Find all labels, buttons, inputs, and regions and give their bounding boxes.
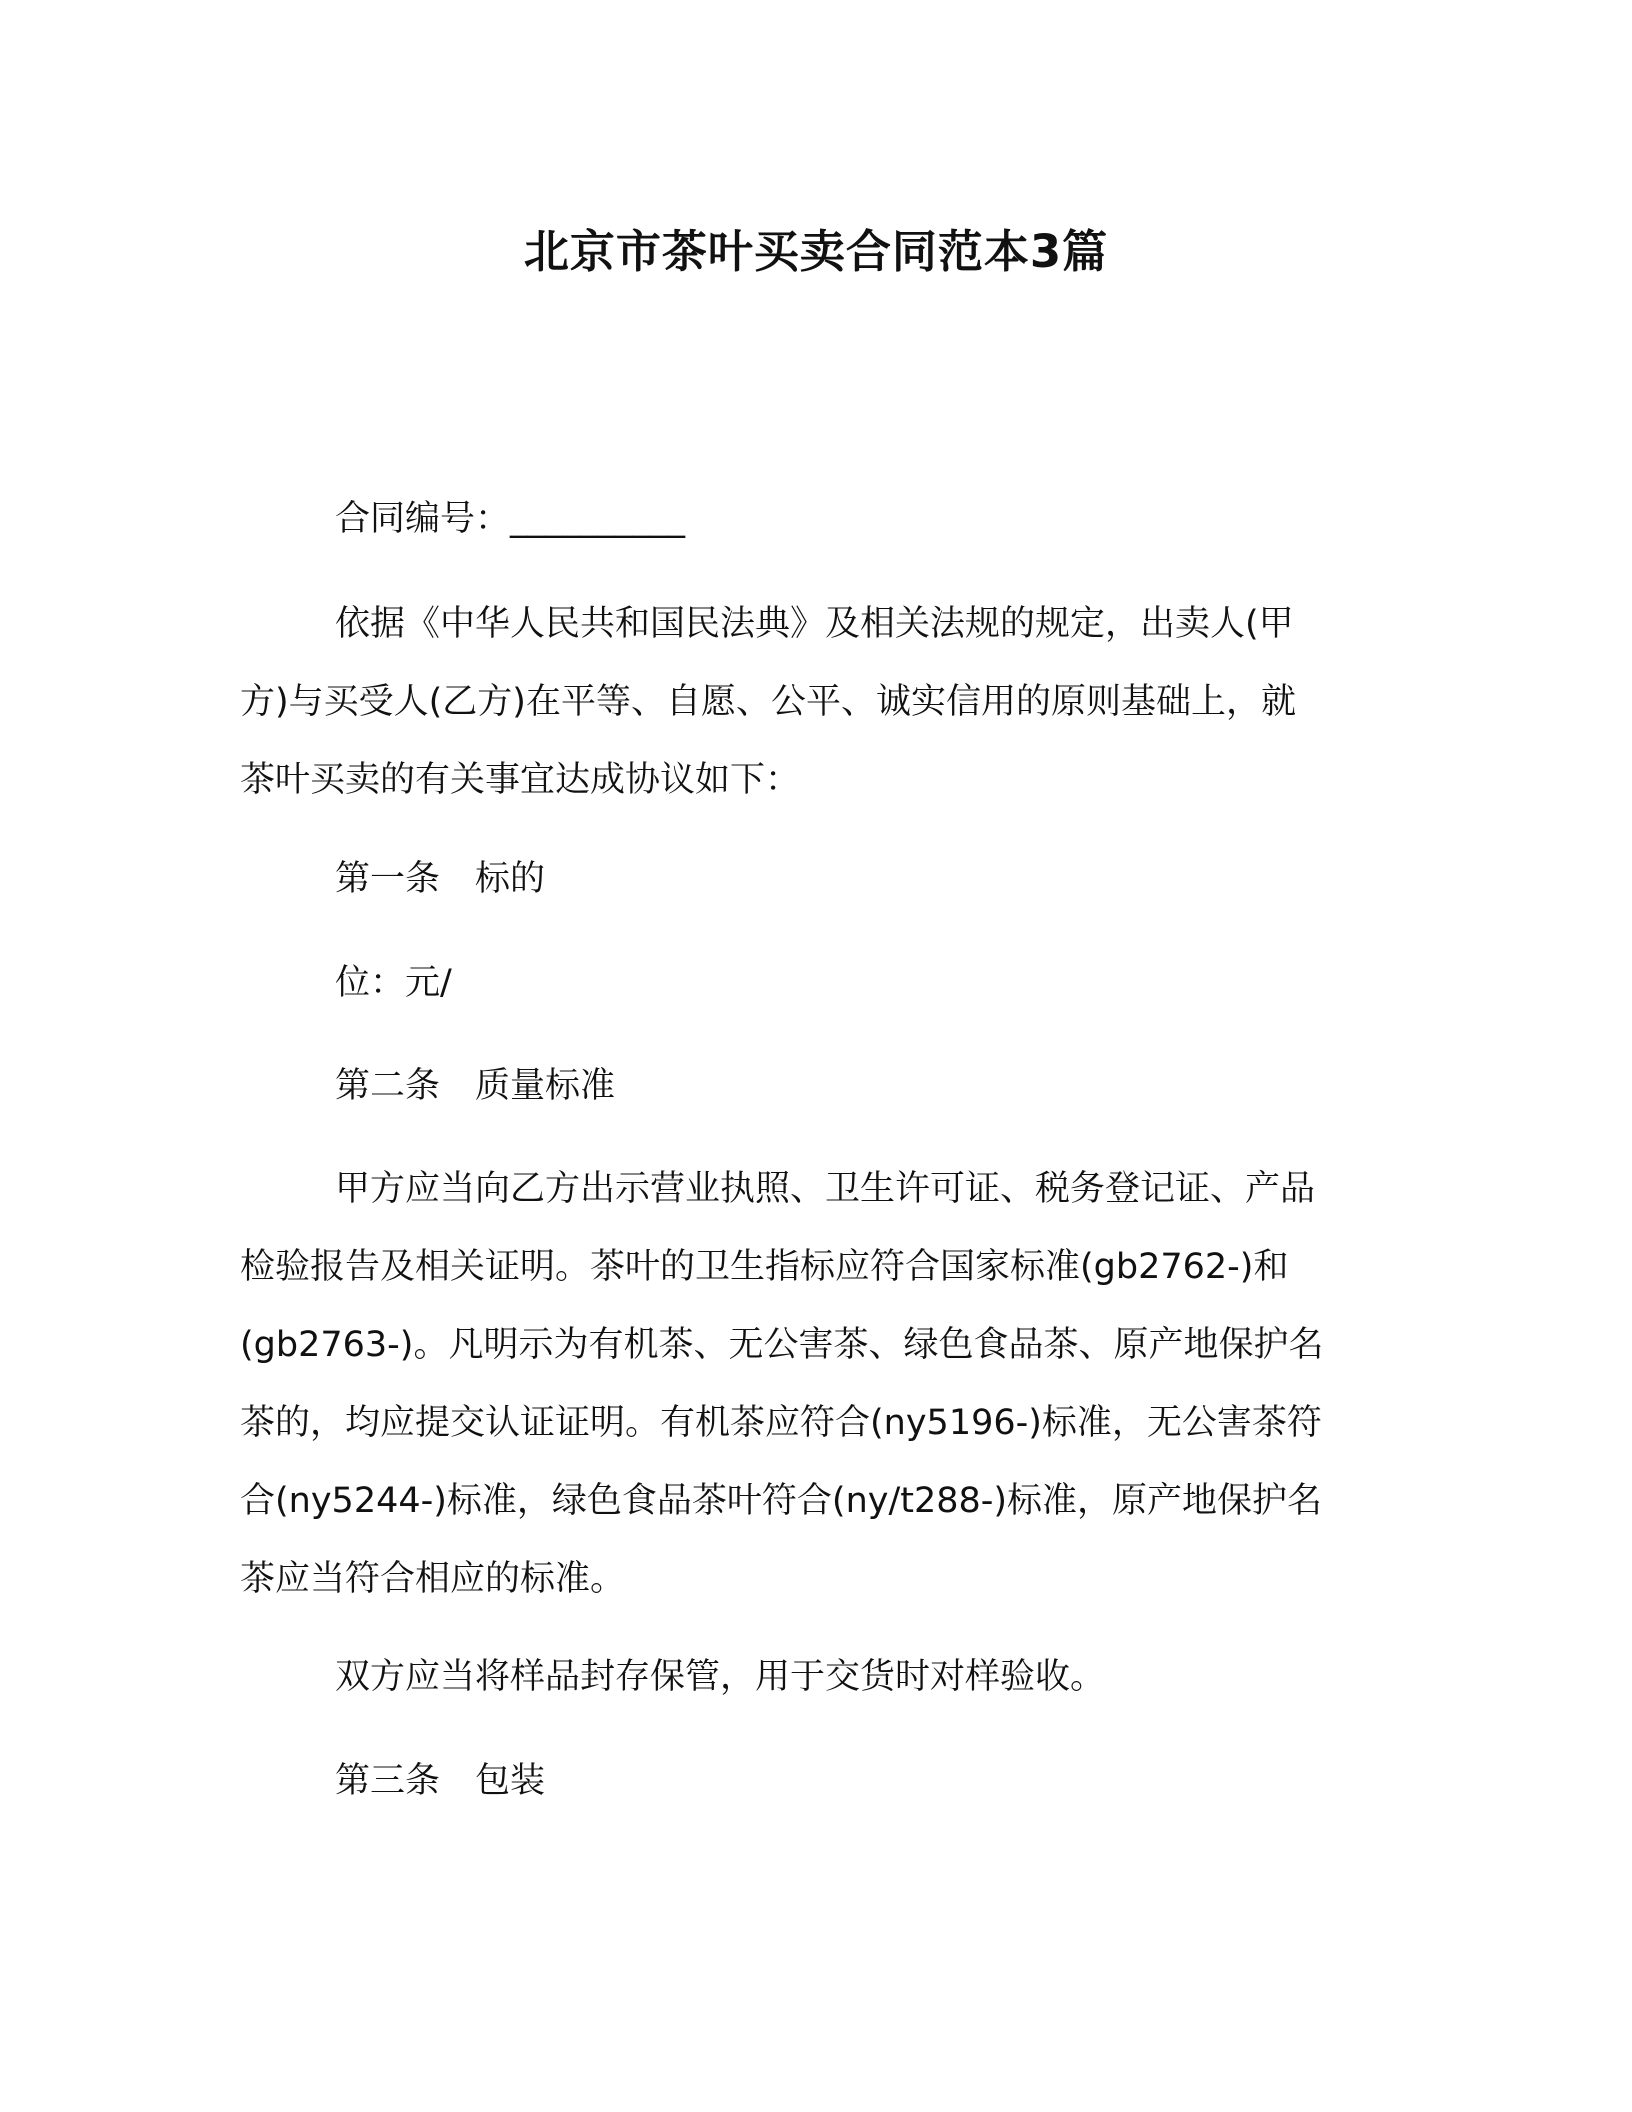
quality-line-3: (gb2763-)。凡明示为有机茶、无公害茶、绿色食品茶、原产地保护名 [240, 1325, 1324, 1365]
sample-paragraph: 双方应当将样品封存保管，用于交货时对样验收。 [335, 1657, 1106, 1697]
quality-line-1: 甲方应当向乙方出示营业执照、卫生许可证、税务登记证、产品 [335, 1169, 1316, 1209]
intro-line-1: 依据《中华人民共和国民法典》及相关法规的规定，出卖人(甲 [335, 604, 1294, 644]
quality-line-2: 检验报告及相关证明。茶叶的卫生指标应符合国家标准(gb2762-)和 [240, 1247, 1289, 1287]
unit-line: 位：元/ [335, 963, 452, 1003]
document-title: 北京市茶叶买卖合同范本3篇 [523, 225, 1109, 278]
article-2-heading: 第二条 质量标准 [335, 1066, 616, 1106]
contract-number: 合同编号：__________ [335, 499, 686, 539]
intro-paragraph [240, 585, 1378, 819]
quality-line-5: 合(ny5244-)标准，绿色食品茶叶符合(ny/t288-)标准，原产地保护名 [240, 1481, 1323, 1521]
quality-line-4: 茶的，均应提交认证证明。有机茶应符合(ny5196-)标准，无公害茶符 [240, 1403, 1322, 1443]
intro-line-3: 茶叶买卖的有关事宜达成协议如下： [240, 760, 801, 800]
article-3-heading: 第三条 包装 [335, 1761, 546, 1801]
quality-paragraph [240, 1150, 1378, 1618]
intro-line-2: 方)与买受人(乙方)在平等、自愿、公平、诚实信用的原则基础上，就 [240, 682, 1296, 722]
quality-line-6: 茶应当符合相应的标准。 [240, 1559, 626, 1599]
article-1-heading: 第一条 标的 [335, 859, 546, 899]
